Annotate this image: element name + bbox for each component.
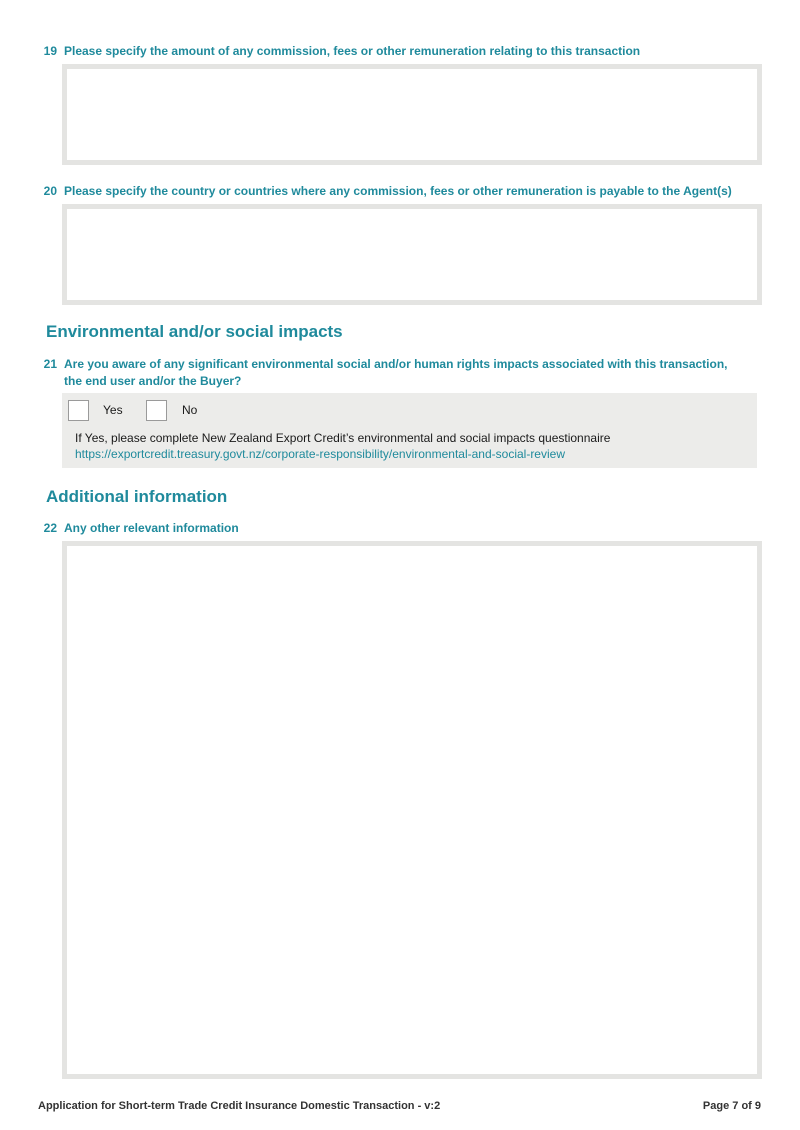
footer-page-number: Page 7 of 9 — [702, 1100, 761, 1112]
question-number: 20 — [43, 184, 57, 198]
other-information-field[interactable] — [62, 541, 762, 1079]
footer-document-title: Application for Short-term Trade Credit Insurance Domestic Transaction - v:2 — [38, 1100, 441, 1112]
question-number: 19 — [43, 44, 57, 58]
section-heading-additional: Additional information — [46, 487, 228, 506]
question-text: Please specify the country or countries where any commission, fees or other remuneration is payable to the Agent(s) — [64, 184, 732, 198]
question-text-line2: the end user and/or the Buyer? — [64, 374, 242, 388]
no-checkbox[interactable] — [146, 400, 167, 421]
question-number: 22 — [43, 521, 57, 535]
section-heading-environmental: Environmental and/or social impacts — [46, 322, 343, 341]
question-text: Please specify the amount of any commission, fees or other remuneration relating to this transaction — [64, 44, 641, 58]
environmental-review-link[interactable]: https://exportcredit.treasury.govt.nz/corporate-responsibility/environmental-and-social-review — [75, 447, 565, 461]
no-label: No — [182, 403, 198, 417]
commission-amount-field[interactable] — [62, 64, 762, 165]
commission-country-field[interactable] — [62, 204, 762, 305]
yes-checkbox[interactable] — [68, 400, 89, 421]
question-number: 21 — [43, 357, 57, 371]
question-text: Any other relevant information — [64, 521, 239, 535]
question-text-line1: Are you aware of any significant environmental social and/or human rights impacts associated with this transaction, — [64, 357, 728, 371]
environmental-impact-options — [62, 393, 757, 468]
yes-label: Yes — [103, 403, 123, 417]
questionnaire-note: If Yes, please complete New Zealand Export Credit’s environmental and social impacts questionnaire — [75, 431, 611, 445]
